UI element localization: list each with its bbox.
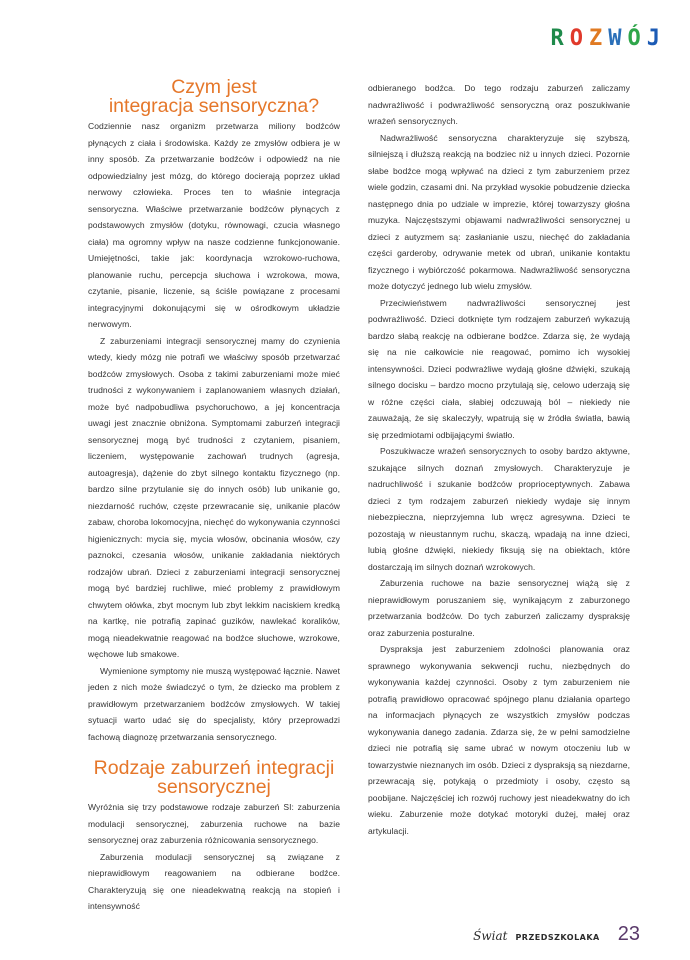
paragraph: Nadwrażliwość sensoryczna charakteryzuje się szybszą, silniejszą i dłuższą reakcją na bodziec niż u innych dzieci. Pozornie słabe bodźce mogą wpływać na dzieci z tym zaburzeniem przez wiele godzin, czasami dni. Na przykład wysokie pobudzenie dziecka następnego dnia po udziale w imprezie, której towarzyszy głośna muzyka. Najczęstszymi objawami nadwrażliwości sensorycznej u dzieci z autyzmem są: zasłanianie uszu, niechęć do zakładania części garderoby, odrywanie metek od ubrań, unikanie kontaktu fizycznego i wybiórczość pokarmowa. Nadwrażliwość sensoryczna może dotyczyć jednego lub wielu zmysłów.	[368, 132, 630, 291]
magazine-name-caps: PRZEDSZKOLAKA	[515, 933, 600, 942]
paragraph: Poszukiwacze wrażeń sensorycznych to osoby bardzo aktywne, szukające silnych doznań zmysłowych. Charakteryzuje je nadruchliwość i szukanie bodźców proprioceptywnych. Zabawa dzieci z tym rodzajem zaburzeń niekiedy wydaje się innym niebezpieczna, nieprzyjemna lub wręcz agresywna. Dzieci te pozostają w nieustannym ruchu, skaczą, wpadają na inne dzieci, lubią głośne dźwięki, niekiedy fiksują się na obiektach, które dostarczają im silnych doznań wzrokowych.	[368, 446, 630, 572]
heading-line: Czym jest	[171, 76, 257, 98]
magazine-name-script: Świat	[473, 929, 508, 943]
heading-types-of-disorders	[88, 759, 340, 797]
logo-letter: W	[608, 26, 622, 51]
heading-line: integracja sensoryczna?	[108, 95, 320, 117]
logo-letter: O	[569, 26, 583, 51]
page-number: 23	[617, 923, 640, 945]
paragraph: Dyspraksja jest zaburzeniem zdolności planowania oraz sprawnego wykonywania sekwencji ruchu, niezbędnych do wykonywania każdej czynności. Osoby z tym zaburzeniem nie potrafią prawidłowo opracować spójnego planu działania opartego na informacjach płynących ze wszystkich zmysłów podczas wykonywania danego zadania. Zdarza się, że w pełni samodzielne dzieci nie potrafią się same ubrać w nowym otoczeniu lub w towarzystwie nieznanych im osób. Dzieci z dyspraksją są niezdarne, przewracają się, potykają o przedmioty i osoby, często są poobijane. Najczęściej ich rozwój ruchowy jest nieadekwatny do ich wieku. Zaburzenie może dotykać motoryki dużej, małej oraz artykulacji.	[368, 644, 630, 836]
section-logo-rozwoj	[551, 28, 661, 50]
logo-letter: R	[550, 26, 564, 51]
paragraph: Codziennie nasz organizm przetwarza miliony bodźców płynących z ciała i środowiska. Każdy ze zmysłów odbiera je w inny sposób. Za przetwarzanie bodźców i odpowiedź na nie odpowiedzialny jest mózg, do którego docierają poprzez układ nerwowy człowieka. Proces ten to właśnie integracja sensoryczna. Właściwe przetwarzanie bodźców płynących z podstawowych zmysłów (dotyku, równowagi, czucia własnego ciała) ma ogromny wpływ na nasze codzienne funkcjonowanie. Umiejętności, takie jak: koordynacja wzrokowo-ruchowa, planowanie ruchu, percepcja słuchowa i wzrokowa, mowa, czytanie, pisanie, liczenie, są ściśle powiązane z procesami integracyjnymi dokonującymi się w ośrodkowym układzie nerwowym.	[88, 121, 340, 329]
logo-letter: J	[646, 26, 660, 51]
right-column	[368, 80, 630, 839]
heading-line: sensorycznej	[157, 776, 271, 798]
paragraph: Wymienione symptomy nie muszą występować łącznie. Nawet jeden z nich może świadczyć o tym, że dziecko ma problem z prawidłowym przetwarzaniem bodźców zmysłowych. W takiej sytuacji warto udać się do specjalisty, który przeprowadzi fachową diagnozę przetwarzania sensorycznego.	[88, 665, 340, 742]
logo-letter: Z	[589, 26, 603, 51]
left-column	[88, 78, 340, 915]
page-footer	[473, 923, 640, 946]
paragraph: Zaburzenia modulacji sensorycznej są związane z nieprawidłowym reagowaniem na odbierane bodźce. Charakteryzują się one nieadekwatną reakcją na stopień i intensywność	[88, 851, 340, 911]
paragraph: Zaburzenia ruchowe na bazie sensorycznej wiążą się z nieprawidłowym poruszaniem się, wynikającym z zaburzonego przetwarzania bodźców. Do tych zaburzeń zaliczamy dyspraksję oraz zaburzenia posturalne.	[368, 578, 630, 638]
paragraph: odbieranego bodźca. Do tego rodzaju zaburzeń zaliczamy nadwrażliwość i podwrażliwość sensoryczną oraz poszukiwanie wrażeń sensorycznych.	[368, 83, 630, 126]
paragraph: Przeciwieństwem nadwrażliwości sensorycznej jest podwrażliwość. Dzieci dotknięte tym rodzajem zaburzeń wykazują bardzo słabą reakcję na odbierane bodźce. Zdarza się, że wydają się na nie całkowicie nie reagować, pomimo ich wysokiej intensywności. Dzieci podwrażliwe wydają głośne dźwięki, szukają silnego docisku – bardzo mocno przytulają się, celowo uderzają się w różne części ciała, słabiej odczuwają ból – niekiedy nie zauważają, że się skaleczyły, wpatrują się w źródła światła, bawią się przedmiotami odbijającymi światło.	[368, 297, 630, 440]
heading-line: Rodzaje zaburzeń integracji	[93, 757, 335, 779]
paragraph: Wyróżnia się trzy podstawowe rodzaje zaburzeń SI: zaburzenia modulacji sensorycznej, zaburzenia ruchowe na bazie sensorycznej oraz zaburzenia różnicowania sensorycznego.	[88, 802, 340, 845]
paragraph: Z zaburzeniami integracji sensorycznej mamy do czynienia wtedy, kiedy mózg nie potrafi we właściwy sposób przetwarzać bodźców zmysłowych. Osoba z takimi zaburzeniami może mieć trudności z wykonywaniem i zaplanowaniem własnych działań, może być nadpobudliwa psychoruchowo, a jej koncentracja uwagi jest znacznie obniżona. Symptomami zaburzeń integracji sensorycznej mogą być trudności z czytaniem, pisaniem, liczeniem, występowanie zachowań trudnych (agresja, autoagresja), dążenie do zbyt silnego kontaktu fizycznego (np. bardzo silne przytulanie się do innych osób) lub unikanie go, niezdarność ruchów, częste przewracanie się, unikanie placów zabaw, choroba lokomocyjna, niechęć do wykonywania czynności higienicznych: mycia się, mycia włosów, obcinania włosów, czy paznokci, czesania włosów, unikanie zakładania niektórych rodzajów ubrań. Dzieci z zaburzeniami integracji sensorycznej mogą być bardziej ruchliwe, mieć problemy z prawidłowym chwytem ołówka, zbyt mocnym lub zbyt lekkim naciskiem kredką na kartkę, nie potrafią zapinać guzików, nawlekać koralików, mogą nieadekwatnie reagować na bodźce słuchowe, wzrokowe, węchowe lub smakowe.	[88, 335, 340, 659]
heading-what-is-si	[88, 78, 340, 116]
logo-letter: Ó	[627, 26, 641, 51]
